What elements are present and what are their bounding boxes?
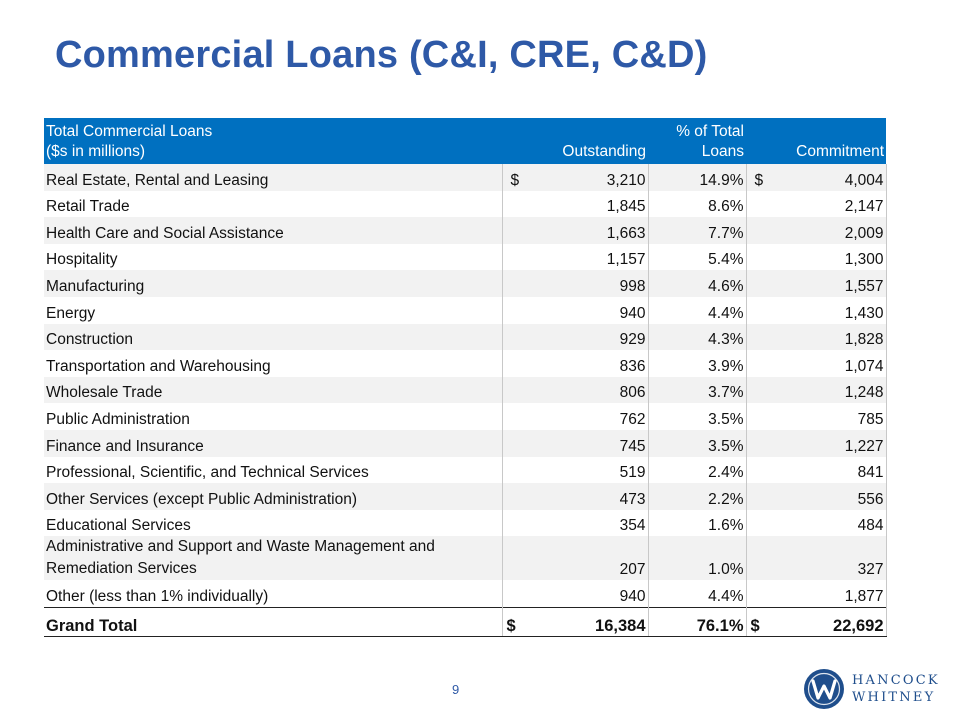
table-row bbox=[44, 350, 886, 377]
row-category: Hospitality bbox=[44, 244, 502, 271]
row-pct-of-total: 3.9% bbox=[648, 350, 746, 377]
table-row bbox=[44, 244, 886, 271]
row-outstanding-currency bbox=[502, 536, 534, 580]
row-pct-of-total: 2.4% bbox=[648, 457, 746, 484]
row-commitment: 556 bbox=[770, 483, 886, 510]
row-commitment: 1,557 bbox=[770, 270, 886, 297]
row-outstanding: 806 bbox=[534, 377, 648, 404]
header-pct-line1: % of Total bbox=[676, 123, 744, 140]
total-outstanding-currency: $ bbox=[502, 607, 534, 636]
row-category: Real Estate, Rental and Leasing bbox=[44, 164, 502, 191]
logo-line2: WHITNEY bbox=[852, 690, 936, 705]
row-commitment: 1,877 bbox=[770, 580, 886, 607]
header-category bbox=[44, 118, 502, 164]
header-pct-line2: Loans bbox=[701, 143, 744, 160]
table-row bbox=[44, 191, 886, 218]
row-commitment-currency bbox=[746, 191, 770, 218]
row-outstanding-currency bbox=[502, 191, 534, 218]
row-outstanding: 940 bbox=[534, 297, 648, 324]
row-commitment-currency bbox=[746, 510, 770, 537]
row-pct-of-total: 4.4% bbox=[648, 297, 746, 324]
row-category: Professional, Scientific, and Technical Services bbox=[44, 457, 502, 484]
row-pct-of-total: 2.2% bbox=[648, 483, 746, 510]
row-outstanding: 207 bbox=[534, 536, 648, 580]
row-commitment: 327 bbox=[770, 536, 886, 580]
row-outstanding-currency bbox=[502, 510, 534, 537]
row-category: Energy bbox=[44, 297, 502, 324]
row-commitment: 1,227 bbox=[770, 430, 886, 457]
row-outstanding: 998 bbox=[534, 270, 648, 297]
row-commitment: 1,074 bbox=[770, 350, 886, 377]
header-outstanding: Outstanding bbox=[502, 118, 648, 164]
total-outstanding: 16,384 bbox=[534, 607, 648, 636]
row-commitment: 2,147 bbox=[770, 191, 886, 218]
row-outstanding: 836 bbox=[534, 350, 648, 377]
row-commitment-currency bbox=[746, 270, 770, 297]
logo-mark-icon bbox=[804, 669, 844, 709]
total-label: Grand Total bbox=[44, 607, 502, 636]
table-row bbox=[44, 536, 886, 580]
row-commitment: 1,300 bbox=[770, 244, 886, 271]
row-category: Finance and Insurance bbox=[44, 430, 502, 457]
row-commitment-currency bbox=[746, 403, 770, 430]
row-pct-of-total: 1.0% bbox=[648, 536, 746, 580]
row-outstanding-currency bbox=[502, 324, 534, 351]
row-category: Other Services (except Public Administration) bbox=[44, 483, 502, 510]
page-number: 9 bbox=[452, 682, 460, 697]
grand-total-row bbox=[44, 607, 886, 636]
table-row bbox=[44, 430, 886, 457]
page-title: Commercial Loans (C&I, CRE, C&D) bbox=[55, 34, 708, 76]
logo-wordmark bbox=[852, 672, 940, 706]
row-category: Other (less than 1% individually) bbox=[44, 580, 502, 607]
commercial-loans-table bbox=[44, 118, 887, 637]
table-row bbox=[44, 270, 886, 297]
row-commitment-currency bbox=[746, 297, 770, 324]
row-category: Transportation and Warehousing bbox=[44, 350, 502, 377]
row-outstanding: 762 bbox=[534, 403, 648, 430]
row-commitment: 841 bbox=[770, 457, 886, 484]
row-outstanding: 354 bbox=[534, 510, 648, 537]
row-outstanding: 745 bbox=[534, 430, 648, 457]
table-row bbox=[44, 377, 886, 404]
table-row bbox=[44, 324, 886, 351]
total-commitment: 22,692 bbox=[770, 607, 886, 636]
total-pct-of-total: 76.1% bbox=[648, 607, 746, 636]
header-title: Total Commercial Loans bbox=[46, 123, 213, 140]
row-outstanding: 3,210 bbox=[534, 164, 648, 191]
row-outstanding-currency bbox=[502, 350, 534, 377]
row-outstanding-currency bbox=[502, 403, 534, 430]
row-category: Educational Services bbox=[44, 510, 502, 537]
total-commitment-currency: $ bbox=[746, 607, 770, 636]
row-category: Construction bbox=[44, 324, 502, 351]
table-header-row bbox=[44, 118, 886, 164]
row-commitment-currency bbox=[746, 324, 770, 351]
row-commitment-currency bbox=[746, 536, 770, 580]
row-outstanding-currency bbox=[502, 483, 534, 510]
header-pct-of-total bbox=[648, 118, 746, 164]
row-pct-of-total: 4.3% bbox=[648, 324, 746, 351]
table-row bbox=[44, 164, 886, 191]
header-commitment: Commitment bbox=[746, 118, 886, 164]
row-category: Wholesale Trade bbox=[44, 377, 502, 404]
row-category: Health Care and Social Assistance bbox=[44, 217, 502, 244]
row-outstanding-currency bbox=[502, 244, 534, 271]
row-pct-of-total: 3.7% bbox=[648, 377, 746, 404]
row-commitment-currency: $ bbox=[746, 164, 770, 191]
header-units: ($s in millions) bbox=[46, 143, 146, 160]
table-row bbox=[44, 483, 886, 510]
hancock-whitney-logo bbox=[804, 667, 944, 711]
row-pct-of-total: 14.9% bbox=[648, 164, 746, 191]
row-outstanding-currency: $ bbox=[502, 164, 534, 191]
row-commitment-currency bbox=[746, 350, 770, 377]
row-commitment: 4,004 bbox=[770, 164, 886, 191]
row-pct-of-total: 5.4% bbox=[648, 244, 746, 271]
table-row bbox=[44, 217, 886, 244]
row-commitment-currency bbox=[746, 244, 770, 271]
row-commitment: 785 bbox=[770, 403, 886, 430]
row-category: Administrative and Support and Waste Management and Remediation Services bbox=[44, 536, 502, 580]
row-outstanding-currency bbox=[502, 430, 534, 457]
row-category: Public Administration bbox=[44, 403, 502, 430]
row-pct-of-total: 4.4% bbox=[648, 580, 746, 607]
table-row bbox=[44, 580, 886, 607]
row-commitment-currency bbox=[746, 377, 770, 404]
row-commitment: 2,009 bbox=[770, 217, 886, 244]
logo-line1: HANCOCK bbox=[852, 673, 940, 688]
row-category: Manufacturing bbox=[44, 270, 502, 297]
row-outstanding: 940 bbox=[534, 580, 648, 607]
row-commitment: 1,828 bbox=[770, 324, 886, 351]
row-commitment-currency bbox=[746, 483, 770, 510]
row-outstanding: 519 bbox=[534, 457, 648, 484]
row-pct-of-total: 3.5% bbox=[648, 430, 746, 457]
table-row bbox=[44, 403, 886, 430]
row-outstanding: 929 bbox=[534, 324, 648, 351]
row-pct-of-total: 3.5% bbox=[648, 403, 746, 430]
row-outstanding-currency bbox=[502, 457, 534, 484]
row-outstanding-currency bbox=[502, 580, 534, 607]
row-commitment: 484 bbox=[770, 510, 886, 537]
table-row bbox=[44, 457, 886, 484]
row-pct-of-total: 1.6% bbox=[648, 510, 746, 537]
row-outstanding: 1,845 bbox=[534, 191, 648, 218]
row-commitment-currency bbox=[746, 430, 770, 457]
row-pct-of-total: 8.6% bbox=[648, 191, 746, 218]
table-row bbox=[44, 297, 886, 324]
row-commitment-currency bbox=[746, 457, 770, 484]
row-outstanding-currency bbox=[502, 270, 534, 297]
row-category: Retail Trade bbox=[44, 191, 502, 218]
row-pct-of-total: 4.6% bbox=[648, 270, 746, 297]
row-outstanding-currency bbox=[502, 377, 534, 404]
table-row bbox=[44, 510, 886, 537]
row-pct-of-total: 7.7% bbox=[648, 217, 746, 244]
row-outstanding-currency bbox=[502, 297, 534, 324]
row-commitment-currency bbox=[746, 217, 770, 244]
row-outstanding: 1,157 bbox=[534, 244, 648, 271]
row-commitment: 1,248 bbox=[770, 377, 886, 404]
row-outstanding-currency bbox=[502, 217, 534, 244]
row-commitment-currency bbox=[746, 580, 770, 607]
row-outstanding: 473 bbox=[534, 483, 648, 510]
row-outstanding: 1,663 bbox=[534, 217, 648, 244]
row-commitment: 1,430 bbox=[770, 297, 886, 324]
